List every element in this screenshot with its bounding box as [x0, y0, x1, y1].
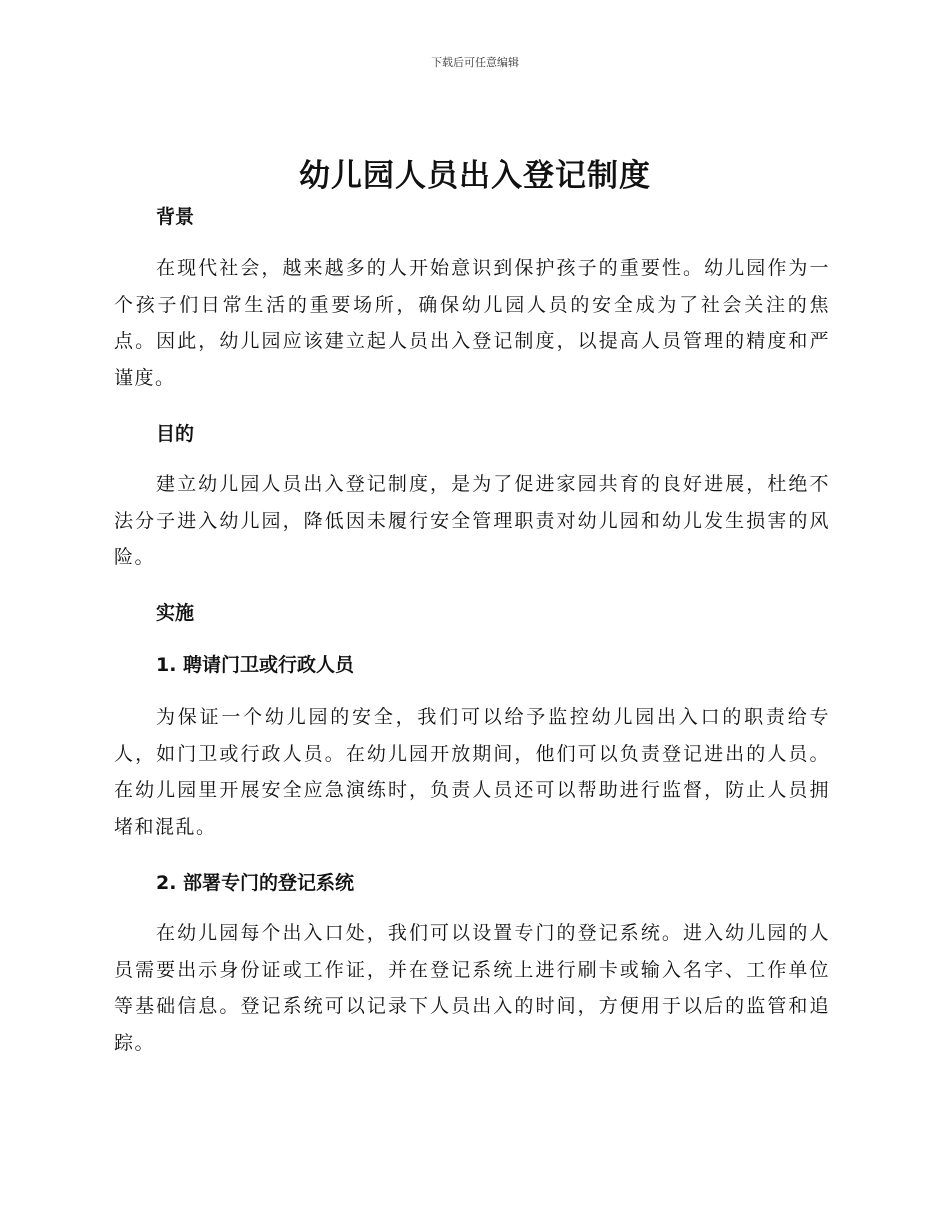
document-title: 幼儿园人员出入登记制度 — [299, 158, 651, 194]
section-text-background: 在现代社会，越来越多的人开始意识到保护孩子的重要性。幼儿园作为一个孩子们日常生活的重要场所，确保幼儿园人员的安全成为了社会关注的焦点。因此，幼儿园应该建立起人员出入登记制度，以提高人员管理的精度和严谨度。 — [114, 257, 830, 389]
section-heading-implementation: 实施 — [156, 602, 195, 624]
section-heading-background: 背景 — [156, 206, 195, 228]
subsection-text-1: 为保证一个幼儿园的安全，我们可以给予监控幼儿园出入口的职责给专人，如门卫或行政人员。在幼儿园开放期间，他们可以负责登记进出的人员。在幼儿园里开展安全应急演练时，负责人员还可以帮助进行监督，防止人员拥堵和混乱。 — [114, 706, 830, 838]
section-heading-purpose: 目的 — [156, 423, 195, 445]
header-note: 下载后可任意编辑 — [431, 56, 519, 69]
section-text-purpose: 建立幼儿园人员出入登记制度，是为了促进家园共育的良好进展，杜绝不法分子进入幼儿园，降低因未履行安全管理职责对幼儿园和幼儿发生损害的风险。 — [114, 473, 830, 568]
subsection-heading-1: 1. 聘请门卫或行政人员 — [156, 654, 355, 676]
subsection-text-2: 在幼儿园每个出入口处，我们可以设置专门的登记系统。进入幼儿园的人员需要出示身份证或工作证，并在登记系统上进行刷卡或输入名字、工作单位等基础信息。登记系统可以记录下人员出入的时间，方便用于以后的监管和追踪。 — [114, 922, 830, 1054]
subsection-heading-2: 2. 部署专门的登记系统 — [156, 872, 355, 894]
